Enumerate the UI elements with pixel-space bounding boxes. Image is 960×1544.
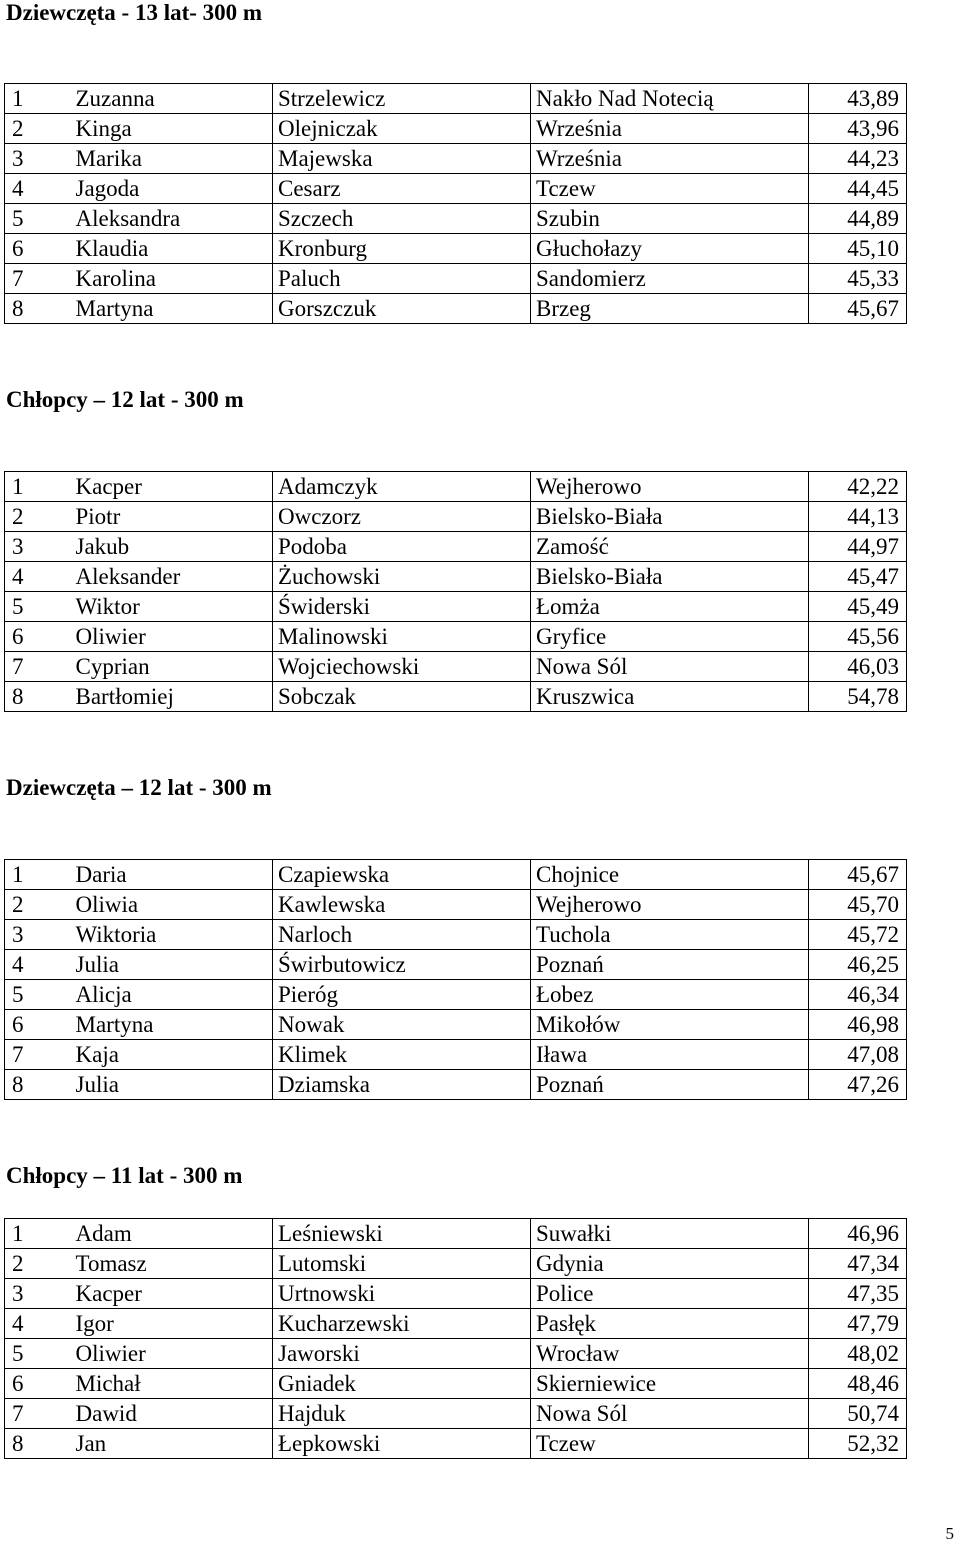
time-cell: 45,72 (809, 920, 907, 950)
time-cell: 44,23 (809, 144, 907, 174)
place-cell: 4 (5, 174, 71, 204)
table-row (5, 532, 907, 562)
place-cell: 6 (5, 622, 71, 652)
city-cell: Zamość (531, 532, 809, 562)
place-cell: 8 (5, 1429, 71, 1459)
time-cell: 48,02 (809, 1339, 907, 1369)
time-cell: 52,32 (809, 1429, 907, 1459)
table-row (5, 1399, 907, 1429)
city-cell: Suwałki (531, 1219, 809, 1249)
place-cell: 6 (5, 234, 71, 264)
time-cell: 42,22 (809, 472, 907, 502)
results-table (4, 1218, 907, 1459)
time-cell: 46,25 (809, 950, 907, 980)
results-table (4, 859, 907, 1100)
place-cell: 8 (5, 294, 71, 324)
table-row (5, 980, 907, 1010)
city-cell: Szubin (531, 204, 809, 234)
city-cell: Tuchola (531, 920, 809, 950)
first-name-cell: Julia (71, 950, 273, 980)
city-cell: Skierniewice (531, 1369, 809, 1399)
table-row (5, 920, 907, 950)
table-row (5, 204, 907, 234)
first-name-cell: Kacper (71, 1279, 273, 1309)
last-name-cell: Sobczak (273, 682, 531, 712)
last-name-cell: Jaworski (273, 1339, 531, 1369)
first-name-cell: Jagoda (71, 174, 273, 204)
last-name-cell: Strzelewicz (273, 84, 531, 114)
table-row (5, 622, 907, 652)
last-name-cell: Olejniczak (273, 114, 531, 144)
first-name-cell: Oliwier (71, 1339, 273, 1369)
first-name-cell: Dawid (71, 1399, 273, 1429)
table-row (5, 502, 907, 532)
last-name-cell: Narloch (273, 920, 531, 950)
section-title: Chłopcy – 12 lat - 300 m (6, 387, 244, 412)
table-row (5, 682, 907, 712)
last-name-cell: Hajduk (273, 1399, 531, 1429)
place-cell: 4 (5, 1309, 71, 1339)
table-row (5, 1219, 907, 1249)
last-name-cell: Lutomski (273, 1249, 531, 1279)
time-cell: 50,74 (809, 1399, 907, 1429)
place-cell: 7 (5, 1040, 71, 1070)
first-name-cell: Alicja (71, 980, 273, 1010)
first-name-cell: Igor (71, 1309, 273, 1339)
place-cell: 4 (5, 950, 71, 980)
results-table (4, 471, 907, 712)
first-name-cell: Cyprian (71, 652, 273, 682)
time-cell: 44,97 (809, 532, 907, 562)
city-cell: Września (531, 144, 809, 174)
table-row (5, 114, 907, 144)
table-row (5, 860, 907, 890)
place-cell: 1 (5, 860, 71, 890)
last-name-cell: Owczorz (273, 502, 531, 532)
first-name-cell: Zuzanna (71, 84, 273, 114)
first-name-cell: Martyna (71, 294, 273, 324)
first-name-cell: Oliwia (71, 890, 273, 920)
city-cell: Mikołów (531, 1010, 809, 1040)
last-name-cell: Urtnowski (273, 1279, 531, 1309)
place-cell: 4 (5, 562, 71, 592)
first-name-cell: Tomasz (71, 1249, 273, 1279)
place-cell: 5 (5, 204, 71, 234)
city-cell: Łomża (531, 592, 809, 622)
time-cell: 43,89 (809, 84, 907, 114)
first-name-cell: Adam (71, 1219, 273, 1249)
table-row (5, 1070, 907, 1100)
city-cell: Poznań (531, 1070, 809, 1100)
table-row (5, 472, 907, 502)
city-cell: Tczew (531, 1429, 809, 1459)
first-name-cell: Jakub (71, 532, 273, 562)
last-name-cell: Paluch (273, 264, 531, 294)
first-name-cell: Aleksandra (71, 204, 273, 234)
last-name-cell: Podoba (273, 532, 531, 562)
last-name-cell: Leśniewski (273, 1219, 531, 1249)
first-name-cell: Karolina (71, 264, 273, 294)
time-cell: 47,08 (809, 1040, 907, 1070)
city-cell: Chojnice (531, 860, 809, 890)
table-row (5, 1429, 907, 1459)
place-cell: 6 (5, 1010, 71, 1040)
table-row (5, 890, 907, 920)
time-cell: 45,67 (809, 294, 907, 324)
time-cell: 44,13 (809, 502, 907, 532)
table-row (5, 264, 907, 294)
place-cell: 7 (5, 264, 71, 294)
time-cell: 45,70 (809, 890, 907, 920)
page-number: 5 (945, 1524, 954, 1543)
first-name-cell: Martyna (71, 1010, 273, 1040)
table-row (5, 1339, 907, 1369)
time-cell: 47,79 (809, 1309, 907, 1339)
city-cell: Brzeg (531, 294, 809, 324)
place-cell: 3 (5, 920, 71, 950)
time-cell: 43,96 (809, 114, 907, 144)
time-cell: 47,26 (809, 1070, 907, 1100)
table-row (5, 1010, 907, 1040)
first-name-cell: Wiktoria (71, 920, 273, 950)
time-cell: 46,03 (809, 652, 907, 682)
time-cell: 45,10 (809, 234, 907, 264)
place-cell: 3 (5, 1279, 71, 1309)
city-cell: Kruszwica (531, 682, 809, 712)
time-cell: 44,45 (809, 174, 907, 204)
time-cell: 45,33 (809, 264, 907, 294)
time-cell: 46,96 (809, 1219, 907, 1249)
city-cell: Police (531, 1279, 809, 1309)
time-cell: 44,89 (809, 204, 907, 234)
last-name-cell: Czapiewska (273, 860, 531, 890)
last-name-cell: Gorszczuk (273, 294, 531, 324)
last-name-cell: Łepkowski (273, 1429, 531, 1459)
time-cell: 45,67 (809, 860, 907, 890)
table-row (5, 144, 907, 174)
last-name-cell: Dziamska (273, 1070, 531, 1100)
last-name-cell: Wojciechowski (273, 652, 531, 682)
results-table (4, 83, 907, 324)
time-cell: 48,46 (809, 1369, 907, 1399)
place-cell: 8 (5, 682, 71, 712)
table-row (5, 1369, 907, 1399)
table-row (5, 652, 907, 682)
last-name-cell: Świrbutowicz (273, 950, 531, 980)
place-cell: 1 (5, 84, 71, 114)
last-name-cell: Adamczyk (273, 472, 531, 502)
city-cell: Nowa Sól (531, 652, 809, 682)
first-name-cell: Daria (71, 860, 273, 890)
place-cell: 6 (5, 1369, 71, 1399)
city-cell: Tczew (531, 174, 809, 204)
place-cell: 5 (5, 980, 71, 1010)
table-row (5, 84, 907, 114)
first-name-cell: Kinga (71, 114, 273, 144)
place-cell: 2 (5, 502, 71, 532)
last-name-cell: Żuchowski (273, 562, 531, 592)
place-cell: 3 (5, 144, 71, 174)
first-name-cell: Klaudia (71, 234, 273, 264)
last-name-cell: Świderski (273, 592, 531, 622)
last-name-cell: Klimek (273, 1040, 531, 1070)
time-cell: 45,56 (809, 622, 907, 652)
city-cell: Wejherowo (531, 890, 809, 920)
city-cell: Nowa Sól (531, 1399, 809, 1429)
last-name-cell: Cesarz (273, 174, 531, 204)
last-name-cell: Nowak (273, 1010, 531, 1040)
table-row (5, 1040, 907, 1070)
first-name-cell: Oliwier (71, 622, 273, 652)
city-cell: Gdynia (531, 1249, 809, 1279)
place-cell: 5 (5, 1339, 71, 1369)
table-row (5, 294, 907, 324)
first-name-cell: Kacper (71, 472, 273, 502)
first-name-cell: Kaja (71, 1040, 273, 1070)
table-row (5, 1249, 907, 1279)
time-cell: 45,47 (809, 562, 907, 592)
section-title: Chłopcy – 11 lat - 300 m (6, 1163, 243, 1188)
place-cell: 7 (5, 1399, 71, 1429)
first-name-cell: Julia (71, 1070, 273, 1100)
last-name-cell: Pieróg (273, 980, 531, 1010)
first-name-cell: Marika (71, 144, 273, 174)
city-cell: Gryfice (531, 622, 809, 652)
city-cell: Nakło Nad Notecią (531, 84, 809, 114)
first-name-cell: Aleksander (71, 562, 273, 592)
table-row (5, 234, 907, 264)
city-cell: Łobez (531, 980, 809, 1010)
city-cell: Września (531, 114, 809, 144)
section-title: Dziewczęta - 13 lat- 300 m (6, 0, 263, 25)
place-cell: 7 (5, 652, 71, 682)
table-row (5, 1309, 907, 1339)
city-cell: Bielsko-Biała (531, 502, 809, 532)
city-cell: Wejherowo (531, 472, 809, 502)
city-cell: Głuchołazy (531, 234, 809, 264)
first-name-cell: Michał (71, 1369, 273, 1399)
city-cell: Iława (531, 1040, 809, 1070)
last-name-cell: Kucharzewski (273, 1309, 531, 1339)
first-name-cell: Jan (71, 1429, 273, 1459)
time-cell: 47,35 (809, 1279, 907, 1309)
place-cell: 3 (5, 532, 71, 562)
place-cell: 1 (5, 1219, 71, 1249)
last-name-cell: Gniadek (273, 1369, 531, 1399)
table-row (5, 950, 907, 980)
city-cell: Bielsko-Biała (531, 562, 809, 592)
place-cell: 1 (5, 472, 71, 502)
table-row (5, 562, 907, 592)
place-cell: 2 (5, 1249, 71, 1279)
time-cell: 45,49 (809, 592, 907, 622)
last-name-cell: Kawlewska (273, 890, 531, 920)
time-cell: 46,34 (809, 980, 907, 1010)
city-cell: Pasłęk (531, 1309, 809, 1339)
place-cell: 8 (5, 1070, 71, 1100)
table-row (5, 174, 907, 204)
first-name-cell: Bartłomiej (71, 682, 273, 712)
time-cell: 47,34 (809, 1249, 907, 1279)
time-cell: 46,98 (809, 1010, 907, 1040)
section-title: Dziewczęta – 12 lat - 300 m (6, 775, 272, 800)
last-name-cell: Kronburg (273, 234, 531, 264)
place-cell: 5 (5, 592, 71, 622)
last-name-cell: Majewska (273, 144, 531, 174)
first-name-cell: Wiktor (71, 592, 273, 622)
table-row (5, 592, 907, 622)
place-cell: 2 (5, 890, 71, 920)
city-cell: Sandomierz (531, 264, 809, 294)
city-cell: Poznań (531, 950, 809, 980)
last-name-cell: Malinowski (273, 622, 531, 652)
table-row (5, 1279, 907, 1309)
place-cell: 2 (5, 114, 71, 144)
time-cell: 54,78 (809, 682, 907, 712)
city-cell: Wrocław (531, 1339, 809, 1369)
last-name-cell: Szczech (273, 204, 531, 234)
first-name-cell: Piotr (71, 502, 273, 532)
